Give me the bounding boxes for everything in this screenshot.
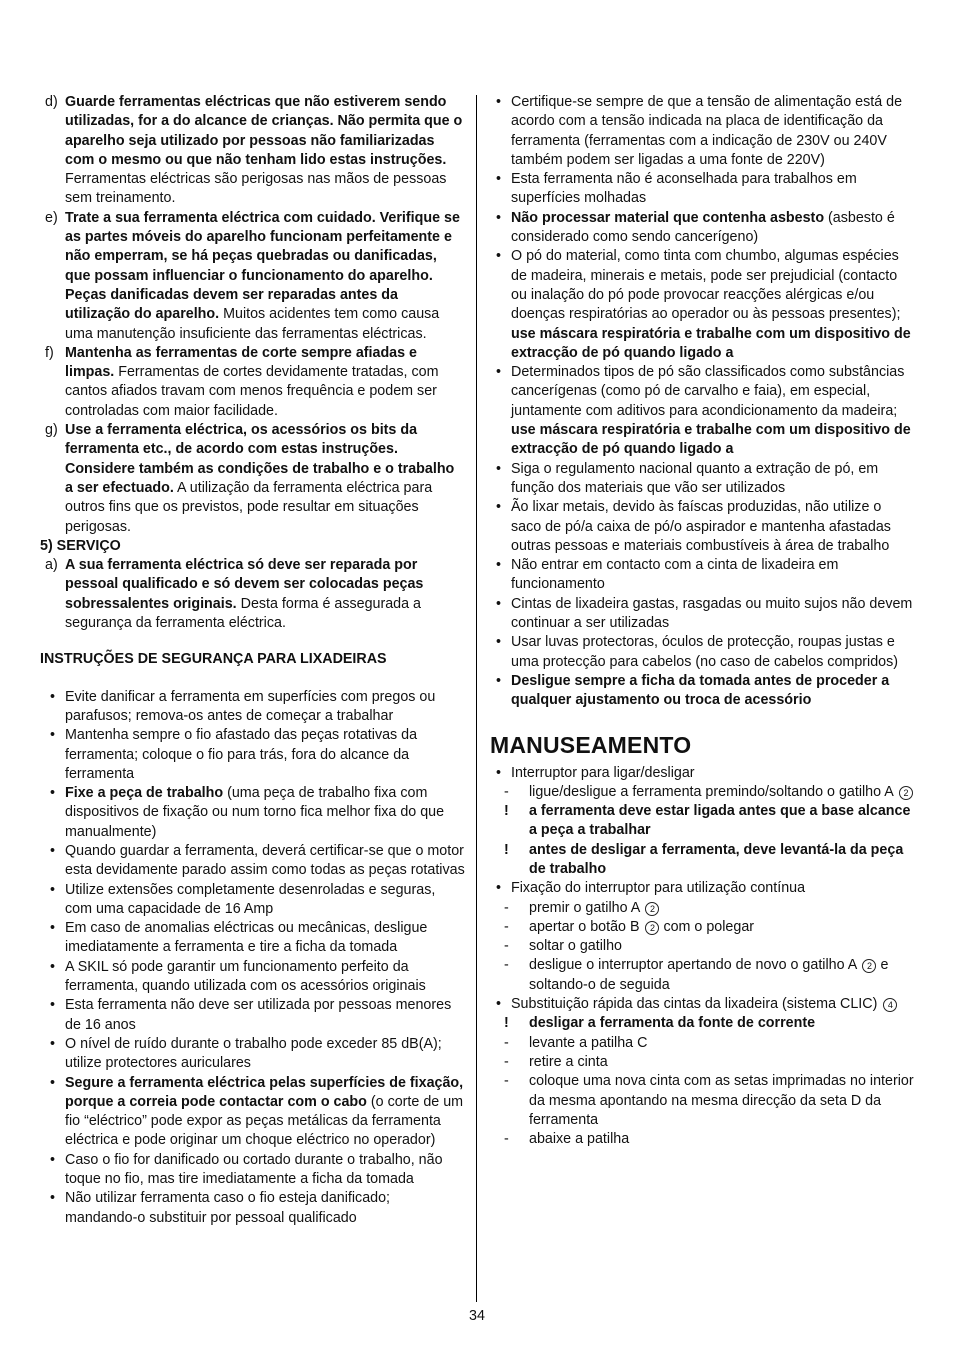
rule-text: A utilização da ferramenta eléctrica para outros fins que os previstos, pode resultar em situações perigosas. — [65, 479, 433, 535]
exclamation-mark: ! — [504, 803, 509, 820]
left-column — [40, 93, 465, 1228]
list-item-bold-text: Não processar material que contenha asbesto — [511, 209, 825, 226]
sub-item — [486, 918, 914, 937]
list-item-text: Usar luvas protectoras, óculos de protecção, roupas justas e uma protecção para cabelos (no caso de cabelos compridos) — [511, 634, 899, 670]
bullet: • — [49, 920, 55, 937]
rule-marker: e) — [45, 209, 58, 226]
list-item — [486, 995, 914, 1014]
rule-e — [40, 209, 465, 344]
figure-ref-icon: 2 — [645, 902, 659, 916]
rule-bold-text: Use a ferramenta eléctrica, os acessórios os bits da ferramenta etc., de acordo com estas instruções. Considere também as condições de trabalho e o trabalho a ser efectuado. — [65, 422, 455, 496]
list-item — [40, 996, 465, 1035]
list-item — [40, 1074, 465, 1151]
bullet: • — [49, 727, 55, 744]
list-item — [40, 1035, 465, 1074]
list-item-text: Quando guardar a ferramenta, deverá certificar-se que o motor esta devidamente parado assim como todas as peças rotativas — [65, 842, 465, 879]
rule-bold-text: Mantenha as ferramentas de corte sempre afiadas e limpas. — [65, 344, 418, 381]
dash: - — [504, 1131, 509, 1148]
sanders-heading: INSTRUÇÕES DE SEGURANÇA PARA LIXADEIRAS — [40, 651, 387, 668]
list-item — [40, 784, 465, 842]
dash: - — [504, 1073, 509, 1090]
rule-a — [40, 556, 465, 633]
list-item-text: Em caso de anomalias eléctricas ou mecânicas, desligue imediatamente a ferramenta e tire a ficha da tomada — [65, 920, 428, 956]
list-item-text: Não utilizar ferramenta caso o fio esteja danificado; mandando-o substituir por pessoal qualificado — [65, 1190, 391, 1226]
bullet: • — [495, 764, 501, 781]
list-item-text: Evite danificar a ferramenta em superfícies com pregos ou parafusos; remova-os antes de começar a trabalhar — [65, 688, 436, 724]
rule-bold-text: A sua ferramenta eléctrica só deve ser reparada por pessoal qualificado e só devem ser colocadas peças sobressalentes originais. — [65, 557, 424, 612]
sub-item-text: desligue o interruptor apertando de novo o gatilho A — [529, 957, 857, 974]
sub-item — [486, 783, 914, 802]
bullet: • — [49, 785, 55, 802]
list-item-text: Substituição rápida das cintas da lixadeira (sistema CLIC) — [511, 996, 878, 1013]
list-item-text: O nível de ruído durante o trabalho pode exceder 85 dB(A); utilize protectores auriculares — [65, 1035, 442, 1072]
sub-item-text: levante a patilha C — [529, 1034, 648, 1051]
warning-text: antes de desligar a ferramenta, deve levantá-la da peça de trabalho — [529, 841, 904, 877]
list-item — [40, 726, 465, 784]
list-item-text: Certifique-se sempre de que a tensão de alimentação está de acordo com a tensão indicada na placa de identificação da ferramenta (ferramentas com a indicação de 230V ou 240V também podem ser ligadas a uma fonte de 220V) — [511, 94, 903, 168]
list-item-text: (o corte de um fio “eléctrico” pode expor as peças metálicas da ferramenta eléctrica e pode originar um choque eléctrico no operador) — [65, 1093, 464, 1149]
sub-item-text: ligue/desligue a ferramenta premindo/soltando o gatilho A — [529, 783, 894, 800]
sub-item-text: coloque uma nova cinta com as setas imprimadas no interior da mesma apontando na mesma direcção da seta D da ferramenta — [529, 1073, 914, 1128]
rule-marker: a) — [45, 557, 58, 574]
bullet: • — [495, 460, 501, 477]
bullet: • — [49, 842, 55, 859]
list-item-bold-text: use máscara respiratória e trabalhe com um dispositivo de extracção de pó quando ligado a — [511, 422, 911, 458]
rule-text: Ferramentas de cortes devidamente tratadas, com cantos afiados travam com menos frequência e podem ser controladas com maior facilidade. — [65, 364, 439, 419]
bullet: • — [495, 499, 501, 516]
bullet: • — [49, 1035, 55, 1052]
rule-text: Desta forma é assegurada a segurança da ferramenta eléctrica. — [65, 595, 422, 632]
exclamation-mark: ! — [504, 1015, 509, 1032]
list-item-text: Mantenha sempre o fio afastado das peças rotativas da ferramenta; coloque o fio para trás, fora do alcance da ferramenta — [65, 727, 418, 782]
list-item — [40, 881, 465, 920]
list-item-text: Utilize extensões completamente desenroladas e seguras, com uma capacidade de 16 Amp — [65, 881, 436, 917]
column-divider — [476, 95, 477, 1302]
bullet: • — [495, 557, 501, 574]
bullet: • — [495, 595, 501, 612]
bullet: • — [49, 997, 55, 1014]
list-item-text: A SKIL só pode garantir um funcionamento perfeito da ferramenta, quando utilizada com os acessórios originais — [65, 958, 426, 995]
list-item-text: Ão lixar metais, devido às faíscas produzidas, não utilize o saco de pó/a caixa de pó/o aspirador e mantenha afastadas outras pessoas e materiais combustíveis à área de trabalho — [511, 499, 891, 554]
list-item — [486, 363, 914, 459]
service-heading: 5) SERVIÇO — [40, 537, 121, 554]
sub-item — [486, 1072, 914, 1130]
list-item — [486, 247, 914, 363]
bullet: • — [495, 94, 501, 110]
list-item — [486, 672, 914, 711]
list-item-text: Fixação do interruptor para utilização contínua — [511, 880, 806, 897]
sub-item — [486, 956, 914, 995]
list-item — [486, 170, 914, 209]
rule-marker: g) — [45, 422, 58, 439]
bullet: • — [495, 364, 501, 381]
list-item — [486, 879, 914, 898]
dash: - — [504, 918, 509, 935]
list-item-text: Cintas de lixadeira gastas, rasgadas ou muito sujos não devem continuar a ser utilizadas — [511, 595, 913, 632]
rule-g — [40, 421, 465, 537]
list-item-text: (uma peça de trabalho fixa com dispositivos de fixação ou num torno fica melhor fixa do que manualmente) — [65, 785, 445, 840]
figure-ref-icon: 4 — [883, 998, 897, 1012]
sub-item — [486, 1130, 914, 1149]
dash: - — [504, 783, 509, 800]
sub-item-text: abaixe a patilha — [529, 1131, 630, 1148]
rule-marker: d) — [45, 94, 58, 110]
list-item — [40, 1189, 465, 1228]
dash: - — [504, 899, 509, 916]
list-item-text: Caso o fio for danificado ou cortado durante o trabalho, não toque no fio, mas tire imediatamente a ficha da tomada — [65, 1151, 443, 1188]
rule-text: Muitos acidentes tem como causa uma manutenção insuficiente das ferramentas eléctricas. — [65, 306, 440, 342]
sub-item-text: e soltando-o de seguida — [529, 957, 889, 993]
sub-item-text: apertar o botão B — [529, 918, 640, 935]
list-item — [486, 764, 914, 783]
rule-f — [40, 344, 465, 421]
list-item-bold-text: Desligue sempre a ficha da tomada antes de proceder a qualquer ajustamento ou troca de acessório — [511, 672, 890, 709]
list-item — [486, 460, 914, 499]
list-item — [486, 595, 914, 634]
list-item-bold-text: Fixe a peça de trabalho — [65, 785, 224, 802]
rule-d — [40, 93, 465, 209]
sub-item — [486, 899, 914, 918]
list-item — [486, 498, 914, 556]
page-number: 34 — [469, 1308, 485, 1324]
list-item — [40, 958, 465, 997]
bullet: • — [495, 171, 501, 188]
list-item-bold-text: use máscara respiratória e trabalhe com um dispositivo de extracção de pó quando ligado a — [511, 325, 911, 361]
list-item — [486, 633, 914, 672]
list-item — [40, 1151, 465, 1190]
warning-item — [486, 1014, 914, 1033]
bullet: • — [495, 634, 501, 651]
sub-item — [486, 1053, 914, 1072]
sub-item — [486, 937, 914, 956]
bullet: • — [49, 881, 55, 898]
list-item — [40, 842, 465, 881]
list-item-text: Não entrar em contacto com a cinta de lixadeira em funcionamento — [511, 557, 839, 593]
warning-item — [486, 841, 914, 880]
bullet: • — [49, 1074, 55, 1091]
warning-text: desligar a ferramenta da fonte de corrente — [529, 1015, 816, 1032]
dash: - — [504, 1053, 509, 1070]
dash: - — [504, 1034, 509, 1051]
list-item — [40, 688, 465, 727]
dash: - — [504, 938, 509, 955]
sub-item-text: com o polegar — [659, 918, 755, 935]
bullet: • — [495, 880, 501, 897]
list-item-text: Determinados tipos de pó são classificados como substâncias cancerígenas (como pó de carvalho e faia), em especial, juntamente com aditivos para acondicionamento da madeira; — [511, 364, 905, 419]
sub-item-text: soltar o gatilho — [529, 938, 622, 955]
figure-ref-icon: 2 — [899, 786, 913, 800]
bullet: • — [49, 688, 55, 705]
list-item-text: Esta ferramenta não é aconselhada para trabalhos em superfícies molhadas — [511, 171, 857, 207]
rule-bold-text: Trate a sua ferramenta eléctrica com cuidado. Verifique se as partes móveis do aparelho funcionam perfeitamente e não emperram, se há peças quebradas ou danificadas, que possam influenciar o funcionamento do aparelho. Peças danificadas devem ser reparadas antes da utilização do aparelho. — [65, 209, 460, 323]
list-item-text: Siga o regulamento nacional quanto a extração de pó, em função dos materiais que vão ser utilizados — [511, 460, 879, 496]
list-item — [486, 93, 914, 170]
list-item-text: (asbesto é considerado como sendo cancerígeno) — [511, 209, 895, 246]
bullet: • — [495, 996, 501, 1013]
right-column — [486, 93, 914, 1149]
list-item-text: Esta ferramenta não deve ser utilizada por pessoas menores de 16 anos — [65, 997, 452, 1033]
warning-text: a ferramenta deve estar ligada antes que a base alcance a peça a trabalhar — [529, 803, 911, 839]
bullet: • — [49, 958, 55, 975]
sub-item-text: premir o gatilho A — [529, 899, 640, 916]
list-item — [40, 919, 465, 958]
list-item — [486, 209, 914, 248]
bullet: • — [495, 248, 501, 265]
rule-bold-text: Guarde ferramentas eléctricas que não estiverem sendo utilizadas, for a do alcance de crianças. Não permita que o aparelho seja utilizado por pessoas não familiarizadas com o mesmo ou que não tenham lido estas instruções. — [65, 94, 463, 168]
rule-marker: f) — [45, 344, 54, 361]
figure-ref-icon: 2 — [862, 959, 876, 973]
dash: - — [504, 957, 509, 974]
warning-item — [486, 802, 914, 841]
list-item — [486, 556, 914, 595]
rule-text: Ferramentas eléctricas são perigosas nas mãos de pessoas sem treinamento. — [65, 171, 447, 207]
list-item-text: Interruptor para ligar/desligar — [511, 764, 695, 781]
list-item-bold-text: Segure a ferramenta eléctrica pelas superfícies de fixação, porque a correia pode contactar com o cabo — [65, 1074, 464, 1110]
bullet: • — [495, 672, 501, 689]
bullet: • — [49, 1151, 55, 1168]
list-item-text: O pó do material, como tinta com chumbo, algumas espécies de madeira, minerais e metais, pode ser prejudicial (contacto ou inalação do pó pode provocar reacções alérgicas e/ou doenças respiratórias ao operador ou às pessoas presentes); — [511, 248, 901, 323]
sub-item — [486, 1034, 914, 1053]
sub-item-text: retire a cinta — [529, 1053, 608, 1070]
bullet: • — [495, 209, 501, 226]
bullet: • — [49, 1190, 55, 1207]
exclamation-mark: ! — [504, 841, 509, 858]
figure-ref-icon: 2 — [645, 921, 659, 935]
section-title: MANUSEAMENTO — [490, 731, 692, 758]
